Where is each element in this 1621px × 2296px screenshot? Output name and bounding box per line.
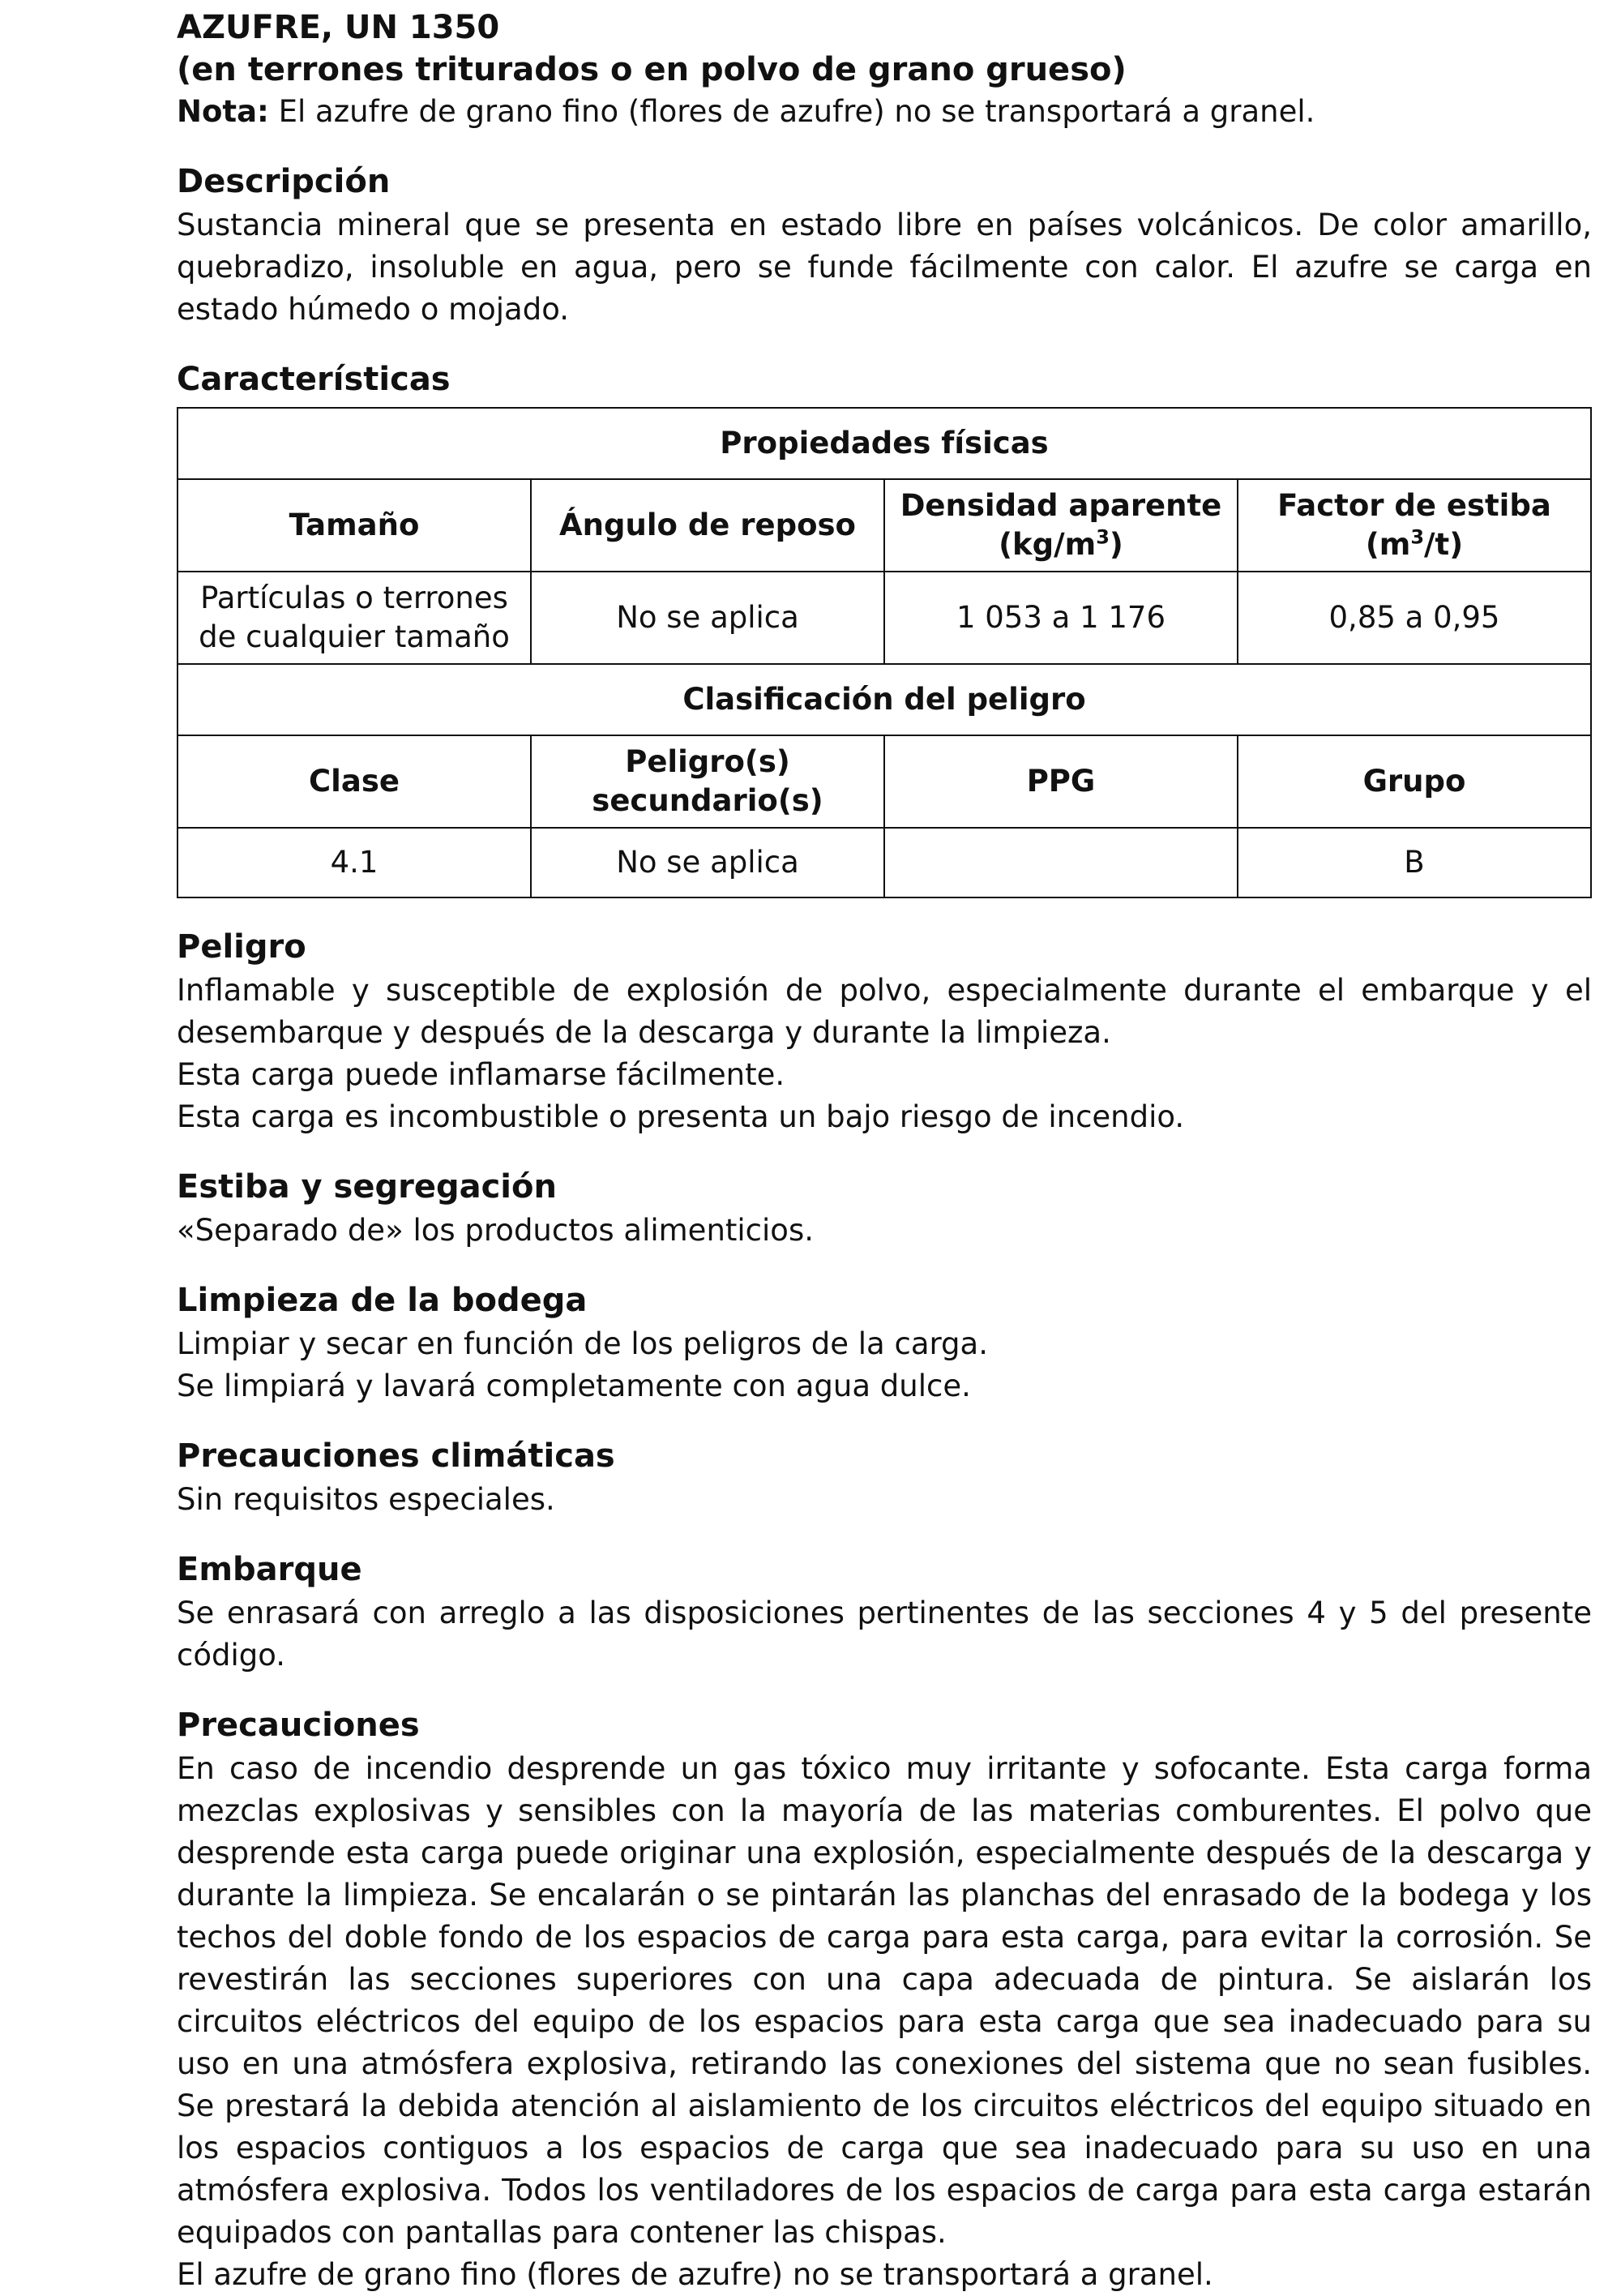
section-paragraph: Sustancia mineral que se presenta en estado libre en países volcánicos. De color amarillo, quebradizo, insoluble en agua, pero se funde fácilmente con calor. El azufre se carga en estado húmedo o mojado. [177,208,1592,327]
table-cell-density: 1 053 a 1 176 [884,572,1238,664]
section-paragraph: Esta carga es incombustible o presenta un bajo riesgo de incendio. [177,1099,1185,1134]
document-header [177,6,1592,133]
section-heading: Precauciones [177,1707,420,1744]
section-embarque [177,1549,1592,1677]
factor-unit-pre: (m [1365,527,1411,562]
section-paragraph: Inflamable y susceptible de explosión de polvo, especialmente durante el embarque y el desembarque y después de la descarga y durante la limpieza. [177,973,1592,1050]
factor-unit-post: /t) [1424,527,1464,562]
table-section-header: Clasificación del peligro [177,664,1591,735]
characteristics-table [177,407,1592,898]
section-precauciones [177,1704,1592,2296]
section-heading: Características [177,361,451,398]
column-header-size: Tamaño [177,479,531,572]
section-caracteristicas [177,358,1592,898]
section-paragraph: En caso de incendio desprende un gas tóxico muy irritante y sofocante. Esta carga forma mezclas explosivas y sensibles con la mayoría de las materias comburentes. El polvo que desprende esta carga puede originar una explosión, especialmente después de la descarga y durante la limpieza. Se encalarán o se pintarán las planchas del enrasado de la bodega y los techos del doble fondo de los espacios de carga para esta carga, para evitar la corrosión. Se revestirán las secciones superiores con una capa adecuada de pintura. Se aislarán los circuitos eléctricos del equipo de los espacios para esta carga que sea inadecuado para su uso en una atmósfera explosiva, retirando las conexiones del sistema que no sean fusibles. Se prestará la debida atención al aislamiento de los circuitos eléctricos del equipo situado en los espacios contiguos a los espacios de carga que sea inadecuado para su uso en una atmósfera explosiva. Todos los ventiladores de los espacios de carga para esta carga estarán equipados con pantallas para contener las chispas. [177,1751,1592,2250]
table-cell-secondary: No se aplica [531,828,884,897]
column-header-class: Clase [177,735,531,828]
section-paragraph: Limpiar y secar en función de los peligros de la carga. [177,1326,988,1361]
table-cell-ppg [884,828,1238,897]
section-descripcion [177,161,1592,331]
section-heading: Limpieza de la bodega [177,1282,588,1319]
table-cell-angle: No se aplica [531,572,884,664]
density-unit-sup: 3 [1096,525,1110,549]
density-unit-post: ) [1109,527,1123,562]
table-cell-class: 4.1 [177,828,531,897]
section-paragraph: Esta carga puede inflamarse fácilmente. [177,1057,785,1092]
document-page [177,6,1592,2296]
section-heading: Descripción [177,163,391,200]
note-text: El azufre de grano fino (flores de azufre) no se transportará a granel. [268,94,1315,129]
header-note [177,91,1592,133]
section-peligro [177,926,1592,1138]
section-paragraph: «Separado de» los productos alimenticios. [177,1213,814,1248]
section-paragraph: Se enrasará con arreglo a las disposiciones pertinentes de las secciones 4 y 5 del presente código. [177,1596,1592,1673]
section-heading: Estiba y segregación [177,1168,557,1206]
column-header-secondary: Peligro(s) secundario(s) [531,735,884,828]
column-header-ppg: PPG [884,735,1238,828]
section-paragraph: Se limpiará y lavará completamente con agua dulce. [177,1369,971,1403]
section-paragraph: El azufre de grano fino (flores de azufre) no se transportará a granel. [177,2257,1213,2292]
section-climaticas [177,1435,1592,1521]
section-heading: Peligro [177,928,306,966]
section-heading: Precauciones climáticas [177,1437,615,1475]
section-estiba [177,1166,1592,1252]
density-label: Densidad aparente [900,488,1222,523]
column-header-group: Grupo [1238,735,1591,828]
note-label: Nota: [177,94,269,129]
column-header-angle: Ángulo de reposo [531,479,884,572]
section-heading: Embarque [177,1551,362,1588]
table-cell-group: B [1238,828,1591,897]
page-subtitle: (en terrones triturados o en polvo de grano grueso) [177,51,1127,88]
density-unit-pre: (kg/m [999,527,1097,562]
factor-label: Factor de estiba [1277,488,1551,523]
table-section-header: Propiedades físicas [177,408,1591,479]
table-cell-size: Partículas o terrones de cualquier tamaño [177,572,531,664]
column-header-factor [1238,479,1591,572]
page-title: AZUFRE, UN 1350 [177,9,500,46]
section-paragraph: Sin requisitos especiales. [177,1482,555,1517]
column-header-density [884,479,1238,572]
factor-unit-sup: 3 [1410,525,1425,549]
section-limpieza [177,1279,1592,1407]
table-cell-factor: 0,85 a 0,95 [1238,572,1591,664]
